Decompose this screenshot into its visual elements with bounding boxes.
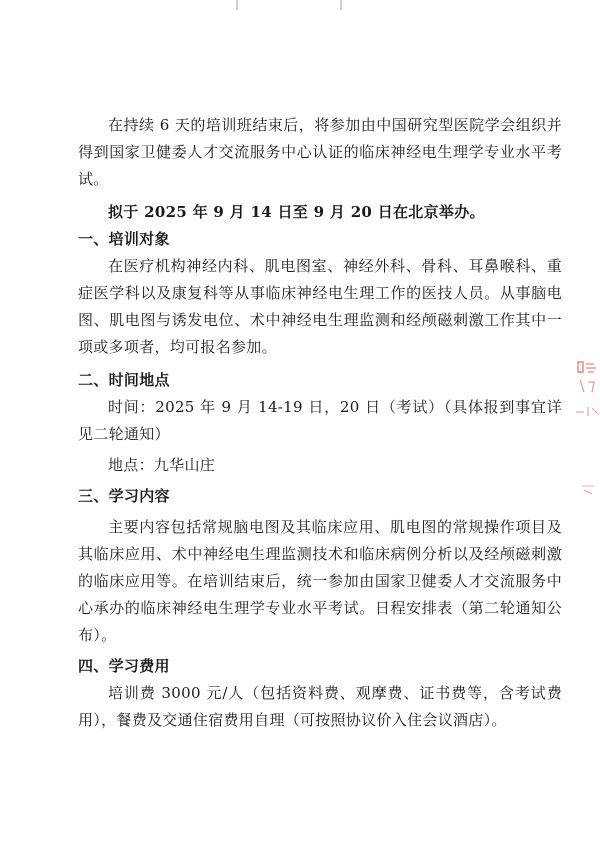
content-paragraph: 主要内容包括常规脑电图及其临床应用、肌电图的常规操作项目及其临床应用、术中神经电生理监测技术和临床病例分析以及经颅磁刺激的临床应用等。在培训结束后，统一参加由国家卫健委人才交流服务中心承办的临床神经电生理学专业水平考试。日程安排表（第二轮通知公布）。 (78, 518, 562, 644)
scan-mark (340, 0, 342, 10)
time-paragraph: 时间：2025 年 9 月 14-19 日，20 日（考试）（具体报到事宜详见二轮通知） (78, 398, 562, 443)
seal-stamp-fragment (574, 404, 600, 418)
scan-mark (236, 0, 238, 10)
seal-stamp-fragment (574, 484, 600, 496)
training-target-paragraph: 在医疗机构神经内科、肌电图室、神经外科、骨科、耳鼻喉科、重症医学科以及康复科等从事临床神经电生理工作的医技人员。从事脑电图、肌电图与诱发电位、术中神经电生理监测和经颅磁刺激工作其中一项或多项者，均可报名参加。 (78, 257, 562, 356)
event-date-paragraph: 拟于 2025 年 9 月 14 日至 9 月 20 日在北京举办。 (108, 203, 485, 221)
document-body (78, 112, 562, 734)
fees-paragraph: 培训费 3000 元/人（包括资料费、观摩费、证书费等，含考试费用），餐费及交通住宿费用自理（可按照协议价入住会议酒店）。 (78, 684, 562, 729)
section-heading-time-place: 二、时间地点 (78, 371, 170, 389)
section-heading-content: 三、学习内容 (78, 487, 170, 505)
intro-paragraph: 在持续 6 天的培训班结束后，将参加由中国研究型医院学会组织并得到国家卫健委人才交流服务中心认证的临床神经电生理学专业水平考试。 (78, 116, 562, 188)
section-heading-training-target: 一、培训对象 (78, 230, 170, 248)
section-heading-fees: 四、学习费用 (78, 657, 170, 675)
place-paragraph: 地点：九华山庄 (108, 456, 216, 474)
seal-stamp-fragment (574, 358, 600, 398)
